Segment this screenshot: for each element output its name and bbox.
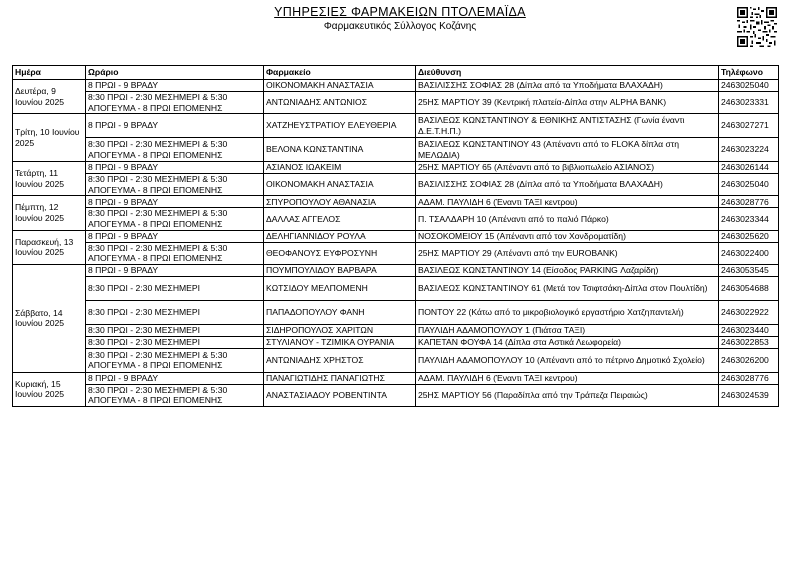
hours-cell: 8:30 ΠΡΩΙ - 2:30 ΜΕΣΗΜΕΡΙ	[86, 300, 264, 324]
pharmacy-cell: ΠΑΠΑΔΟΠΟΥΛΟΥ ΦΑΝΗ	[264, 300, 416, 324]
pharmacy-cell: ΣΤΥΛΙΑΝΟΥ - ΤΖΙΜΙΚΑ ΟΥΡΑΝΙΑ	[264, 336, 416, 348]
address-cell: ΠΟΝΤΟΥ 22 (Κάτω από το μικροβιολογικό εργαστήριο Χατζηπαντελή)	[416, 300, 719, 324]
phone-cell: 2463026144	[719, 162, 779, 174]
phone-cell: 2463022922	[719, 300, 779, 324]
day-cell: Παρασκευή, 13 Ιουνίου 2025	[13, 230, 86, 264]
table-row	[13, 384, 779, 406]
pharmacy-cell: ΔΕΛΗΓΙΑΝΝΙΔΟΥ ΡΟΥΛΑ	[264, 230, 416, 242]
hours-cell: 8:30 ΠΡΩΙ - 2:30 ΜΕΣΗΜΕΡΙ & 5:30 ΑΠΟΓΕΥΜΑ - 8 ΠΡΩΙ ΕΠΟΜΕΝΗΣ	[86, 174, 264, 196]
pharmacy-cell: ΣΙΔΗΡΟΠΟΥΛΟΣ ΧΑΡΙΤΩΝ	[264, 324, 416, 336]
day-cell: Τετάρτη, 11 Ιουνίου 2025	[13, 162, 86, 196]
pharmacy-cell: ΒΕΛΟΝΑ ΚΩΝΣΤΑΝΤΙΝΑ	[264, 138, 416, 162]
address-cell: ΝΟΣΟΚΟΜΕΙΟΥ 15 (Απέναντι από τον Χονδροματίδη)	[416, 230, 719, 242]
table-row	[13, 138, 779, 162]
hours-cell: 8 ΠΡΩΙ - 9 ΒΡΑΔΥ	[86, 264, 264, 276]
pharmacy-cell: ΣΠΥΡΟΠΟΥΛΟΥ ΑΘΑΝΑΣΙΑ	[264, 196, 416, 208]
pharmacy-schedule-table	[12, 65, 779, 407]
table-header-row	[13, 66, 779, 80]
hours-cell: 8:30 ΠΡΩΙ - 2:30 ΜΕΣΗΜΕΡΙ & 5:30 ΑΠΟΓΕΥΜΑ - 8 ΠΡΩΙ ΕΠΟΜΕΝΗΣ	[86, 92, 264, 114]
table-row	[13, 92, 779, 114]
hours-cell: 8 ΠΡΩΙ - 9 ΒΡΑΔΥ	[86, 162, 264, 174]
column-header-hours: Ωράριο	[86, 66, 264, 80]
hours-cell: 8:30 ΠΡΩΙ - 2:30 ΜΕΣΗΜΕΡΙ & 5:30 ΑΠΟΓΕΥΜΑ - 8 ΠΡΩΙ ΕΠΟΜΕΝΗΣ	[86, 384, 264, 406]
hours-cell: 8:30 ΠΡΩΙ - 2:30 ΜΕΣΗΜΕΡΙ	[86, 324, 264, 336]
table-row	[13, 174, 779, 196]
table-row	[13, 242, 779, 264]
table-row	[13, 372, 779, 384]
phone-cell: 2463028776	[719, 372, 779, 384]
phone-cell: 2463027271	[719, 114, 779, 138]
table-row	[13, 336, 779, 348]
hours-cell: 8:30 ΠΡΩΙ - 2:30 ΜΕΣΗΜΕΡΙ & 5:30 ΑΠΟΓΕΥΜΑ - 8 ΠΡΩΙ ΕΠΟΜΕΝΗΣ	[86, 348, 264, 372]
phone-cell: 2463025620	[719, 230, 779, 242]
pharmacy-cell: ΧΑΤΖΗΕΥΣΤΡΑΤΙΟΥ ΕΛΕΥΘΕΡΙΑ	[264, 114, 416, 138]
column-header-pharmacy: Φαρμακείο	[264, 66, 416, 80]
hours-cell: 8:30 ΠΡΩΙ - 2:30 ΜΕΣΗΜΕΡΙ & 5:30 ΑΠΟΓΕΥΜΑ - 8 ΠΡΩΙ ΕΠΟΜΕΝΗΣ	[86, 208, 264, 230]
address-cell: ΑΔΑΜ. ΠΑΥΛΙΔΗ 6 (Έναντι ΤΑΞΙ κεντρου)	[416, 372, 719, 384]
table-row	[13, 162, 779, 174]
address-cell: ΠΑΥΛΙΔΗ ΑΔΑΜΟΠΟΥΛΟΥ 10 (Απέναντι από το πέτρινο Δημοτικό Σχολείο)	[416, 348, 719, 372]
document-header	[0, 5, 800, 33]
address-cell: ΒΑΣΙΛΕΩΣ ΚΩΝΣΤΑΝΤΙΝΟΥ 43 (Απέναντι από το FLOKA δίπλα στη ΜΕΛΩΔΙΑ)	[416, 138, 719, 162]
hours-cell: 8 ΠΡΩΙ - 9 ΒΡΑΔΥ	[86, 196, 264, 208]
day-cell: Σάββατο, 14 Ιουνίου 2025	[13, 264, 86, 372]
day-cell: Πέμπτη, 12 Ιουνίου 2025	[13, 196, 86, 230]
table-row	[13, 300, 779, 324]
pharmacy-cell: ΘΕΟΦΑΝΟΥΣ ΕΥΦΡΟΣΥΝΗ	[264, 242, 416, 264]
table-row	[13, 208, 779, 230]
address-cell: ΒΑΣΙΛΕΩΣ ΚΩΝΣΤΑΝΤΙΝΟΥ 61 (Μετά τον Τσιφτσάκη-Δίπλα στον Πουλτίδη)	[416, 276, 719, 300]
table-row	[13, 196, 779, 208]
phone-cell: 2463022853	[719, 336, 779, 348]
hours-cell: 8:30 ΠΡΩΙ - 2:30 ΜΕΣΗΜΕΡΙ	[86, 336, 264, 348]
phone-cell: 2463025040	[719, 174, 779, 196]
address-cell: ΠΑΥΛΙΔΗ ΑΔΑΜΟΠΟΥΛΟΥ 1 (Πιάτσα ΤΑΞΙ)	[416, 324, 719, 336]
qr-code-icon	[737, 7, 777, 47]
pharmacy-cell: ΟΙΚΟΝΟΜΑΚΗ ΑΝΑΣΤΑΣΙΑ	[264, 80, 416, 92]
pharmacy-cell: ΑΣΙΑΝΟΣ ΙΩΑΚΕΙΜ	[264, 162, 416, 174]
day-cell: Δευτέρα, 9 Ιουνίου 2025	[13, 80, 86, 114]
phone-cell: 2463025040	[719, 80, 779, 92]
pharmacy-cell: ΚΩΤΣΙΔΟΥ ΜΕΛΠΟΜΕΝΗ	[264, 276, 416, 300]
day-cell: Τρίτη, 10 Ιουνίου 2025	[13, 114, 86, 162]
pharmacy-cell: ΑΝΑΣΤΑΣΙΑΔΟΥ ΡΟΒΕΝΤΙΝΤΑ	[264, 384, 416, 406]
address-cell: ΑΔΑΜ. ΠΑΥΛΙΔΗ 6 (Έναντι ΤΑΞΙ κεντρου)	[416, 196, 719, 208]
address-cell: 25ΗΣ ΜΑΡΤΙΟΥ 65 (Απέναντι από το βιβλιοπωλείο ΑΣΙΑΝΟΣ)	[416, 162, 719, 174]
column-header-address: Διεύθυνση	[416, 66, 719, 80]
pharmacy-cell: ΟΙΚΟΝΟΜΑΚΗ ΑΝΑΣΤΑΣΙΑ	[264, 174, 416, 196]
address-cell: ΒΑΣΙΛΙΣΣΗΣ ΣΟΦΙΑΣ 28 (Δίπλα από τα Υποδήματα ΒΛΑΧΑΔΗ)	[416, 80, 719, 92]
pharmacy-cell: ΑΝΤΩΝΙΑΔΗΣ ΑΝΤΩΝΙΟΣ	[264, 92, 416, 114]
pharmacy-cell: ΑΝΤΩΝΙΑΔΗΣ ΧΡΗΣΤΟΣ	[264, 348, 416, 372]
hours-cell: 8:30 ΠΡΩΙ - 2:30 ΜΕΣΗΜΕΡΙ & 5:30 ΑΠΟΓΕΥΜΑ - 8 ΠΡΩΙ ΕΠΟΜΕΝΗΣ	[86, 138, 264, 162]
address-cell: ΒΑΣΙΛΕΩΣ ΚΩΝΣΤΑΝΤΙΝΟΥ & ΕΘΝΙΚΗΣ ΑΝΤΙΣΤΑΣΗΣ (Γωνία έναντι Δ.Ε.Τ.Η.Π.)	[416, 114, 719, 138]
address-cell: ΒΑΣΙΛΕΩΣ ΚΩΝΣΤΑΝΤΙΝΟΥ 14 (Είσοδος PARKING Λαζαρίδη)	[416, 264, 719, 276]
day-cell: Κυριακή, 15 Ιουνίου 2025	[13, 372, 86, 406]
pharmacy-cell: ΠΟΥΜΠΟΥΛΙΔΟΥ ΒΑΡΒΑΡΑ	[264, 264, 416, 276]
phone-cell: 2463054688	[719, 276, 779, 300]
hours-cell: 8:30 ΠΡΩΙ - 2:30 ΜΕΣΗΜΕΡΙ & 5:30 ΑΠΟΓΕΥΜΑ - 8 ΠΡΩΙ ΕΠΟΜΕΝΗΣ	[86, 242, 264, 264]
phone-cell: 2463022400	[719, 242, 779, 264]
address-cell: 25ΗΣ ΜΑΡΤΙΟΥ 39 (Κεντρική πλατεία-Δίπλα στην ALPHA BANK)	[416, 92, 719, 114]
address-cell: Π. ΤΣΑΛΔΑΡΗ 10 (Απέναντι από το παλιό Πάρκο)	[416, 208, 719, 230]
table-row	[13, 348, 779, 372]
table-row	[13, 264, 779, 276]
hours-cell: 8:30 ΠΡΩΙ - 2:30 ΜΕΣΗΜΕΡΙ	[86, 276, 264, 300]
phone-cell: 2463026200	[719, 348, 779, 372]
phone-cell: 2463023344	[719, 208, 779, 230]
address-cell: 25ΗΣ ΜΑΡΤΙΟΥ 29 (Απέναντι από την EUROBANK)	[416, 242, 719, 264]
hours-cell: 8 ΠΡΩΙ - 9 ΒΡΑΔΥ	[86, 372, 264, 384]
table-row	[13, 324, 779, 336]
address-cell: ΒΑΣΙΛΙΣΣΗΣ ΣΟΦΙΑΣ 28 (Δίπλα από τα Υποδήματα ΒΛΑΧΑΔΗ)	[416, 174, 719, 196]
hours-cell: 8 ΠΡΩΙ - 9 ΒΡΑΔΥ	[86, 230, 264, 242]
table-body	[13, 80, 779, 407]
phone-cell: 2463023331	[719, 92, 779, 114]
phone-cell: 2463028776	[719, 196, 779, 208]
phone-cell: 2463053545	[719, 264, 779, 276]
phone-cell: 2463023440	[719, 324, 779, 336]
address-cell: 25ΗΣ ΜΑΡΤΙΟΥ 56 (Παραδίπλα από την Τράπεζα Πειραιώς)	[416, 384, 719, 406]
table-row	[13, 114, 779, 138]
table-row	[13, 80, 779, 92]
pharmacy-cell: ΔΑΛΛΑΣ ΑΓΓΕΛΟΣ	[264, 208, 416, 230]
phone-cell: 2463024539	[719, 384, 779, 406]
document-title: ΥΠΗΡΕΣΙΕΣ ΦΑΡΜΑΚΕΙΩΝ ΠΤΟΛΕΜΑΪΔΑ	[274, 5, 526, 19]
table-row	[13, 276, 779, 300]
pharmacy-cell: ΠΑΝΑΓΙΩΤΙΔΗΣ ΠΑΝΑΓΙΩΤΗΣ	[264, 372, 416, 384]
table-row	[13, 230, 779, 242]
hours-cell: 8 ΠΡΩΙ - 9 ΒΡΑΔΥ	[86, 80, 264, 92]
phone-cell: 2463023224	[719, 138, 779, 162]
address-cell: ΚΑΠΕΤΑΝ ΦΟΥΦΑ 14 (Δίπλα στα Αστικά Λεωφορεία)	[416, 336, 719, 348]
document-subtitle: Φαρμακευτικός Σύλλογος Κοζάνης	[323, 21, 477, 32]
hours-cell: 8 ΠΡΩΙ - 9 ΒΡΑΔΥ	[86, 114, 264, 138]
column-header-day: Ημέρα	[13, 66, 86, 80]
column-header-phone: Τηλέφωνο	[719, 66, 779, 80]
